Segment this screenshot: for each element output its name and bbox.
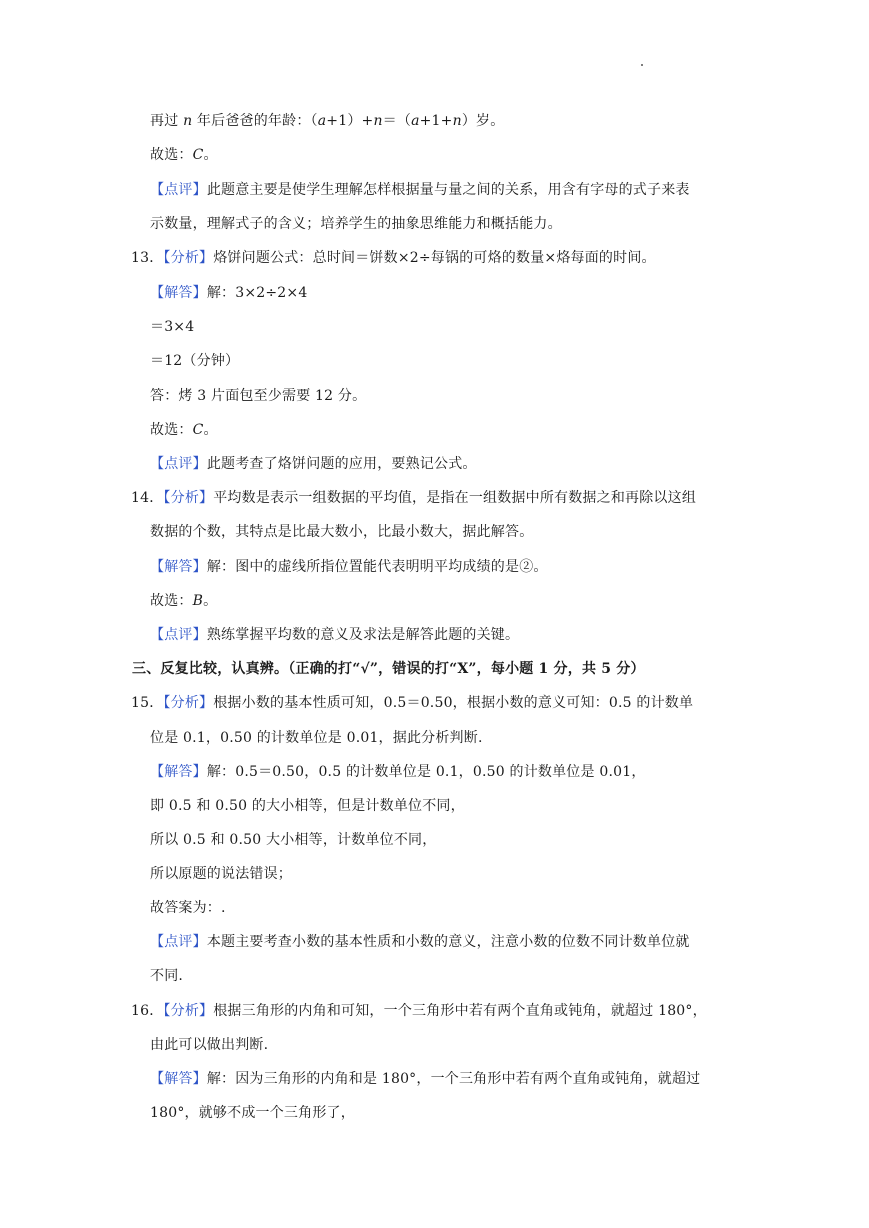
text-line: ＝3×4: [150, 319, 195, 335]
text-line: 再过 n 年后爸爸的年龄：（a+1）+n＝（a+1+n）岁。: [150, 113, 505, 129]
answer-tag: 【解答】: [150, 285, 207, 301]
answer-tag: 【解答】: [150, 1071, 207, 1087]
answer-tag: 【解答】: [150, 559, 207, 575]
text-line: 故选：C。: [150, 422, 218, 438]
answer-tag: 【解答】: [150, 764, 207, 780]
analysis-tag: 【分析】: [163, 490, 214, 506]
analysis-tag: 【分析】: [163, 695, 214, 711]
text-line: 所以原题的说法错误；: [150, 866, 292, 882]
comment-line: 【点评】本题主要考查小数的基本性质和小数的意义，注意小数的位数不同计数单位就: [150, 934, 690, 950]
text-line: 180°，就够不成一个三角形了，: [150, 1105, 355, 1121]
comment-line: 【点评】此题意主要是使学生理解怎样根据量与量之间的关系，用含有字母的式子来表: [150, 182, 690, 198]
comment-tag: 【点评】: [150, 934, 207, 950]
text-line: 所以 0.5 和 0.50 大小相等，计数单位不同，: [150, 832, 437, 848]
text-line: 即 0.5 和 0.50 的大小相等，但是计数单位不同，: [150, 798, 465, 814]
answer-line: 【解答】解：3×2÷2×4: [150, 285, 308, 301]
comment-tag: 【点评】: [150, 627, 207, 643]
question-16-analysis: 16．【分析】根据三角形的内角和可知，一个三角形中若有两个直角或钝角，就超过 180°，: [131, 1003, 707, 1019]
text-line: 故答案为：.: [150, 900, 226, 916]
comment-tag: 【点评】: [150, 182, 207, 198]
question-number: 13．: [131, 250, 164, 266]
text-line: 由此可以做出判断.: [150, 1037, 269, 1053]
question-number: 15．: [131, 695, 164, 711]
answer-line: 【解答】解：因为三角形的内角和是 180°，一个三角形中若有两个直角或钝角，就超过: [150, 1071, 701, 1087]
question-14-analysis: 14．【分析】平均数是表示一组数据的平均值，是指在一组数据中所有数据之和再除以这组: [131, 490, 697, 506]
text-line: 数据的个数，其特点是比最大数小，比最小数大，据此解答。: [150, 524, 534, 540]
text-line: 故选：B。: [150, 593, 218, 609]
answer-line: 【解答】解：图中的虚线所指位置能代表明明平均成绩的是②。: [150, 559, 548, 575]
question-13-analysis: 13．【分析】烙饼问题公式：总时间＝饼数×2÷每锅的可烙的数量×烙每面的时间。: [131, 250, 656, 266]
text-line: 故选：C。: [150, 147, 218, 163]
comment-line: 【点评】熟练掌握平均数的意义及求法是解答此题的关键。: [150, 627, 520, 643]
question-15-analysis: 15．【分析】根据小数的基本性质可知，0.5＝0.50，根据小数的意义可知：0.5 的计数单: [131, 695, 694, 711]
question-number: 16．: [131, 1003, 164, 1019]
section-heading: 三、反复比较，认真辨。（正确的打“√”，错误的打“X”，每小题 1 分，共 5 分）: [132, 661, 645, 677]
text-line: 示数量，理解式子的含义；培养学生的抽象思维能力和概括能力。: [150, 216, 562, 232]
text-line: 位是 0.1，0.50 的计数单位是 0.01，据此分析判断.: [150, 730, 483, 746]
text-line: 答：烤 3 片面包至少需要 12 分。: [150, 388, 367, 404]
analysis-tag: 【分析】: [163, 250, 214, 266]
comment-tag: 【点评】: [150, 456, 207, 472]
question-number: 14．: [131, 490, 164, 506]
text-line: 不同.: [150, 968, 184, 984]
header-dot: [641, 64, 643, 66]
comment-line: 【点评】此题考查了烙饼问题的应用，要熟记公式。: [150, 456, 477, 472]
text-line: ＝12（分钟）: [150, 353, 240, 369]
analysis-tag: 【分析】: [163, 1003, 214, 1019]
answer-line: 【解答】解：0.5＝0.50，0.5 的计数单位是 0.1，0.50 的计数单位是 0.01，: [150, 764, 646, 780]
